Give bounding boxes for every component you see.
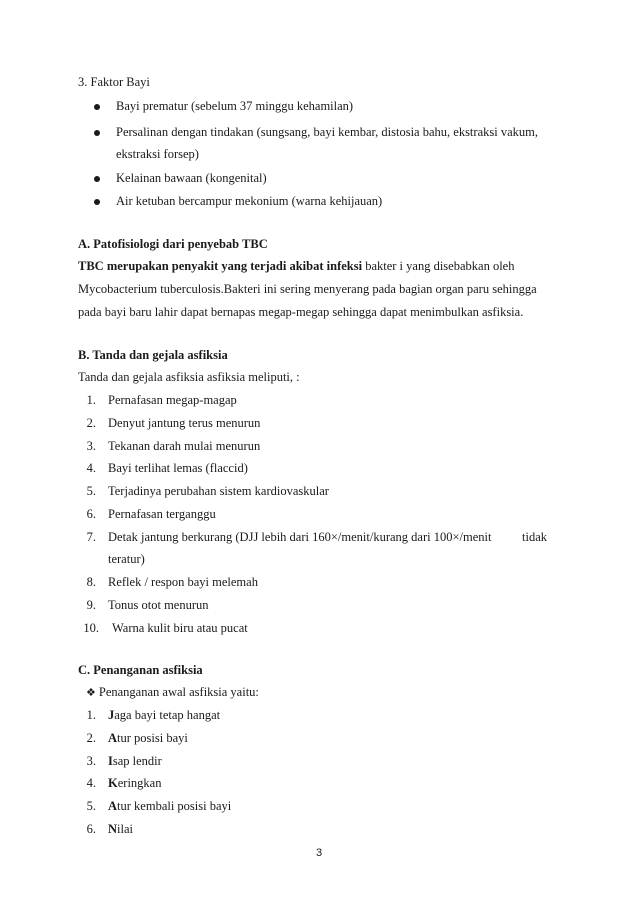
- list-number: 3.: [86, 439, 96, 453]
- list-number: 8.: [86, 575, 96, 589]
- paragraph-line: [78, 260, 514, 273]
- initial-letter: A: [108, 731, 118, 745]
- list-item: [108, 777, 161, 790]
- list-number: 2.: [86, 731, 96, 745]
- list-number: 4.: [86, 776, 96, 790]
- diamond-bullet-icon: ❖: [86, 687, 96, 699]
- list-item: Warna kulit biru atau pucat: [112, 621, 248, 635]
- list-item: Tonus otot menurun: [108, 598, 209, 612]
- item-text: tur kembali posisi bayi: [117, 799, 232, 813]
- paragraph-text: bakter i yang disebabkan oleh: [362, 259, 515, 273]
- bullet-dot-icon: [94, 176, 100, 182]
- list-item: Tekanan darah mulai menurun: [108, 439, 261, 453]
- list-number: 4.: [86, 461, 96, 475]
- list-item-trailing: tidak: [522, 530, 547, 544]
- item-text: tur posisi bayi: [117, 731, 188, 745]
- initial-letter: I: [108, 754, 113, 768]
- subheading-text: Penanganan awal asfiksia yaitu:: [98, 685, 259, 699]
- section-b-heading: B. Tanda dan gejala asfiksia: [78, 348, 228, 362]
- section-c-heading: C. Penanganan asfiksia: [78, 663, 203, 677]
- bullet-item: Kelainan bawaan (kongenital): [116, 171, 267, 185]
- bullet-item: Persalinan dengan tindakan (sungsang, bayi kembar, distosia bahu, ekstraksi vakum,: [116, 125, 538, 139]
- list-number: 1.: [86, 393, 96, 407]
- page-number: 3: [315, 847, 323, 859]
- list-item: Denyut jantung terus menurun: [108, 416, 261, 430]
- list-item: Pernafasan megap-magap: [108, 393, 237, 407]
- list-item: Detak jantung berkurang (DJJ lebih dari 160×/menit/kurang dari 100×/menit: [108, 530, 492, 544]
- bullet-dot-icon: [94, 199, 100, 205]
- bullet-item-continuation: ekstraksi forsep): [116, 147, 199, 161]
- list-number: 6.: [86, 507, 96, 521]
- section-c-subheading: [86, 686, 259, 699]
- list-number: 5.: [86, 484, 96, 498]
- list-item: [108, 823, 133, 836]
- list-number: 3.: [86, 754, 96, 768]
- list-item: Pernafasan terganggu: [108, 507, 216, 521]
- list-item: Terjadinya perubahan sistem kardiovaskular: [108, 484, 329, 498]
- item-text: ilai: [117, 822, 133, 836]
- list-item-continuation: teratur): [108, 552, 145, 566]
- list-number: 5.: [86, 799, 96, 813]
- bullet-dot-icon: [94, 104, 100, 110]
- section-3-heading: 3. Faktor Bayi: [78, 75, 150, 89]
- list-number: 2.: [86, 416, 96, 430]
- list-number: 10.: [83, 621, 99, 635]
- item-text: aga bayi tetap hangat: [114, 708, 221, 722]
- item-text: eringkan: [117, 776, 162, 790]
- section-a-heading: A. Patofisiologi dari penyebab TBC: [78, 237, 268, 251]
- list-item: Reflek / respon bayi melemah: [108, 575, 258, 589]
- item-text: sap lendir: [112, 754, 162, 768]
- initial-letter: J: [108, 708, 115, 722]
- section-b-intro: Tanda dan gejala asfiksia asfiksia meliputi, :: [78, 370, 300, 384]
- bullet-item: Air ketuban bercampur mekonium (warna kehijauan): [116, 194, 383, 208]
- initial-letter: N: [108, 822, 118, 836]
- list-number: 9.: [86, 598, 96, 612]
- bullet-item: Bayi prematur (sebelum 37 minggu kehamilan): [116, 99, 354, 113]
- initial-letter: A: [108, 799, 118, 813]
- list-item: [108, 755, 162, 768]
- list-item: [108, 800, 231, 813]
- paragraph-line: pada bayi baru lahir dapat bernapas megap-megap sehingga dapat menimbulkan asfiksia.: [78, 305, 524, 319]
- paragraph-bold-text: TBC merupakan penyakit yang terjadi akibat infeksi: [78, 259, 363, 273]
- list-item: Bayi terlihat lemas (flaccid): [108, 461, 248, 475]
- list-number: 6.: [86, 822, 96, 836]
- bullet-dot-icon: [94, 130, 100, 136]
- list-number: 7.: [86, 530, 96, 544]
- list-number: 1.: [86, 708, 96, 722]
- list-item: [108, 709, 220, 722]
- initial-letter: K: [108, 776, 118, 790]
- paragraph-line: Mycobacterium tuberculosis.Bakteri ini sering menyerang pada bagian organ paru sehingga: [78, 282, 537, 296]
- list-item: [108, 732, 188, 745]
